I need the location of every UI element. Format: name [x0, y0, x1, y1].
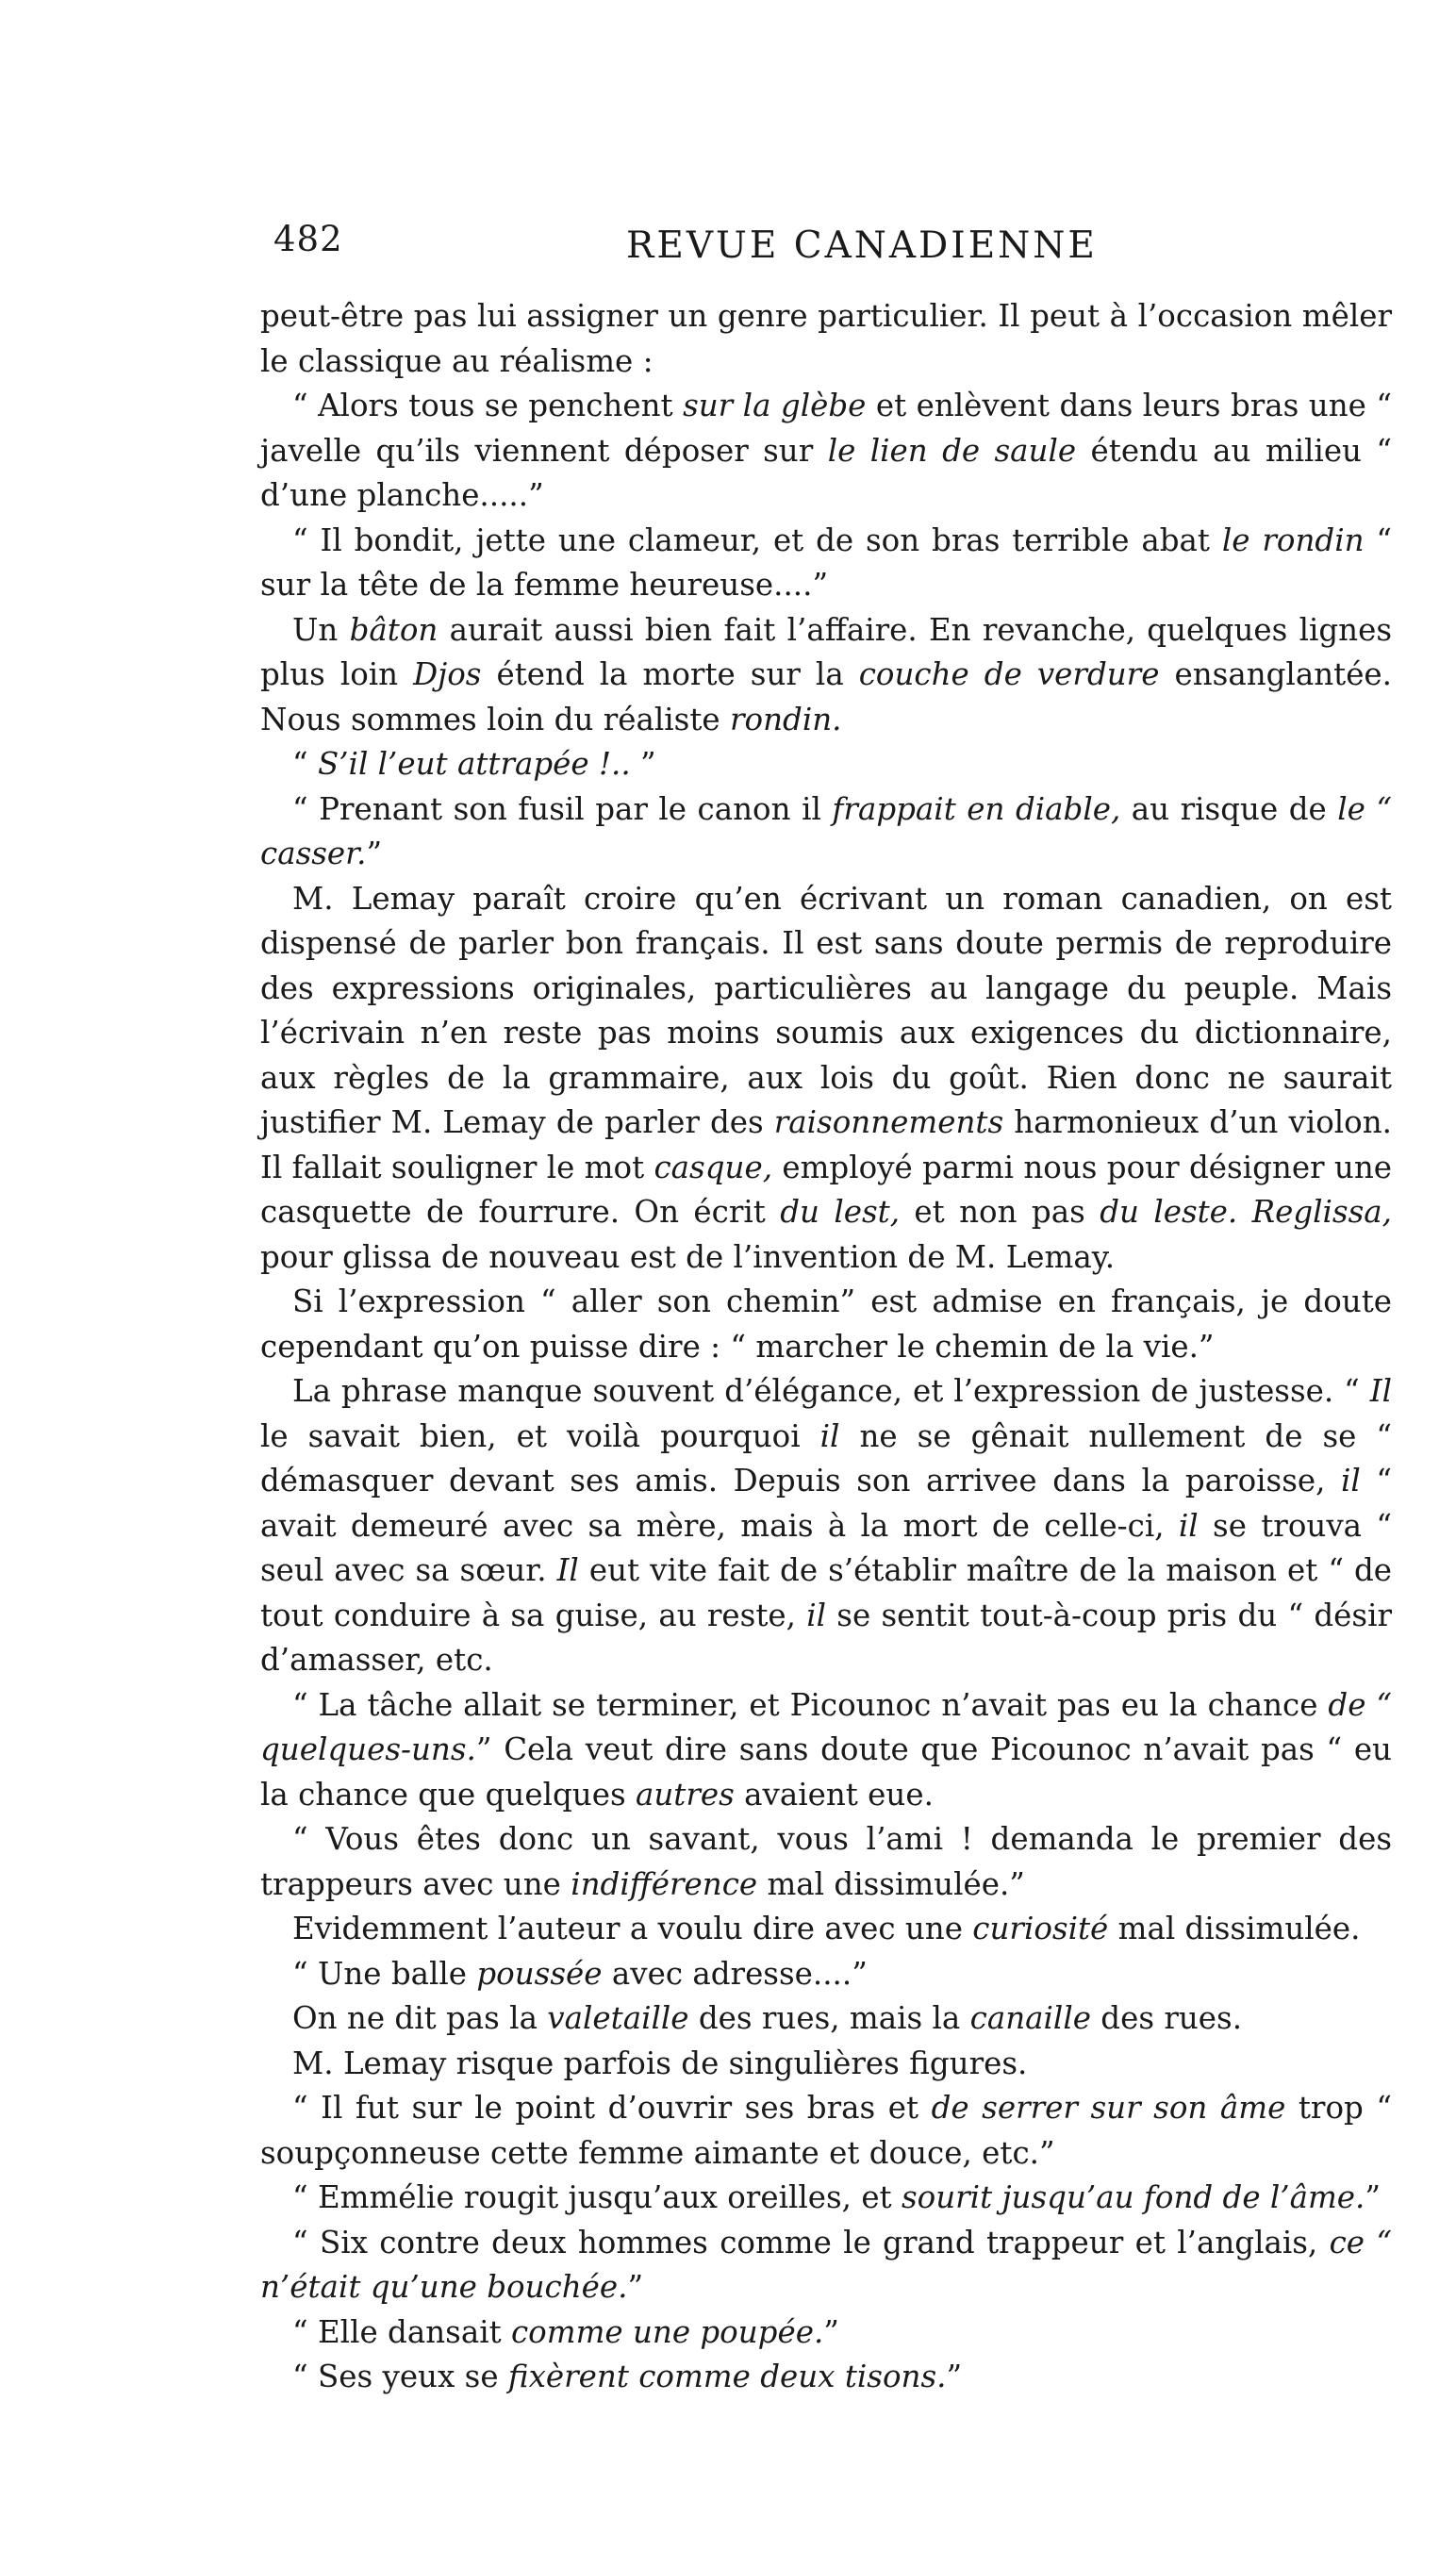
paragraph: Un bâton aurait aussi bien fait l’affaire. En revanche, quelques lignes plus loin Djos étend la morte sur la couche de verdure ensanglantée. Nous sommes loin du réaliste rondin.	[260, 611, 1402, 737]
quote-paragraph: “ Emmélie rougit jusqu’aux oreilles, et sourit jusqu’au fond de l’âme.”	[292, 2179, 1381, 2215]
paragraph: On ne dit pas la valetaille des rues, mais la canaille des rues.	[292, 2000, 1243, 2036]
quote-paragraph: “ Vous êtes donc un savant, vous l’ami ! demanda le premier des trappeurs avec une indifférence mal dissimulée.”	[260, 1821, 1402, 1902]
quote-paragraph: “ Une balle poussée avec adresse....”	[292, 1955, 868, 1992]
paragraph: Evidemment l’auteur a voulu dire avec une curiosité mal dissimulée.	[292, 1911, 1361, 1946]
page-number: 482	[273, 219, 343, 259]
quote-paragraph: “ Elle dansait comme une poupée.”	[292, 2313, 839, 2350]
paragraph: La phrase manque souvent d’élégance, et l’expression de justesse. “ Il le savait bien, et voilà pourquoi il ne se gênait nullement de se “ démasquer devant ses amis. Depuis son arrivee dans la paroisse, il “ avait demeuré avec sa mère, mais à la mort de celle-ci, il se trouva “ seul avec sa sœur. Il eut vite fait de s’établir maître de la maison et “ de tout conduire à sa guise, au reste, il se sentit tout-à-coup pris du “ désir d’amasser, etc.	[260, 1373, 1402, 1678]
quote-paragraph: “ Ses yeux se fixèrent comme deux tisons.”	[292, 2359, 963, 2394]
quote-paragraph: “ Il bondit, jette une clameur, et de son bras terrible abat le rondin “ sur la tête de la femme heureuse....”	[260, 522, 1402, 603]
page-header	[273, 219, 1377, 275]
paragraph: Si l’expression “ aller son chemin” est admise en français, je doute cependant qu’on puisse dire : “ marcher le chemin de la vie.”	[260, 1283, 1402, 1365]
quote-paragraph: “ S’il l’eut attrapée !.. ”	[292, 746, 656, 782]
quote-paragraph: “ Prenant son fusil par le canon il frappait en diable, au risque de le “ casser.”	[260, 790, 1402, 871]
quote-paragraph: “ Il fut sur le point d’ouvrir ses bras et de serrer sur son âme trop “ soupçonneuse cette femme aimante et douce, etc.”	[260, 2090, 1402, 2171]
quote-paragraph: “ La tâche allait se terminer, et Picounoc n’avait pas eu la chance de “ quelques-uns.” Cela veut dire sans doute que Picounoc n’avait pas “ eu la chance que quelques autres avaient eue.	[260, 1686, 1402, 1813]
paragraph: M. Lemay risque parfois de singulières figures.	[292, 2045, 1028, 2081]
quote-paragraph: “ Six contre deux hommes comme le grand trappeur et l’anglais, ce “ n’était qu’une bouchée.”	[260, 2224, 1402, 2305]
quote-paragraph: “ Alors tous se penchent sur la glèbe et enlèvent dans leurs bras une “ javelle qu’ils viennent déposer sur le lien de saule étendu au milieu “ d’une planche.....”	[260, 388, 1402, 513]
paragraph-continuation: peut-être pas lui assigner un genre particulier. Il peut à l’occasion mêler le classique au réalisme :	[260, 298, 1392, 379]
running-title: REVUE CANADIENNE	[626, 224, 1098, 267]
paragraph: M. Lemay paraît croire qu’en écrivant un roman canadien, on est dispensé de parler bon français. Il est sans doute permis de reproduire des expressions originales, particulières au langage du peuple. Mais l’écrivain n’en reste pas moins soumis aux exigences du dictionnaire, aux règles de la grammaire, aux lois du goût. Rien donc ne saurait justifier M. Lemay de parler des raisonnements harmonieux d’un violon. Il fallait souligner le mot casque, employé parmi nous pour désigner une casquette de fourrure. On écrit du lest, et non pas du leste. Reglissa, pour glissa de nouveau est de l’invention de M. Lemay.	[260, 880, 1402, 1275]
body-text	[260, 294, 1402, 2400]
